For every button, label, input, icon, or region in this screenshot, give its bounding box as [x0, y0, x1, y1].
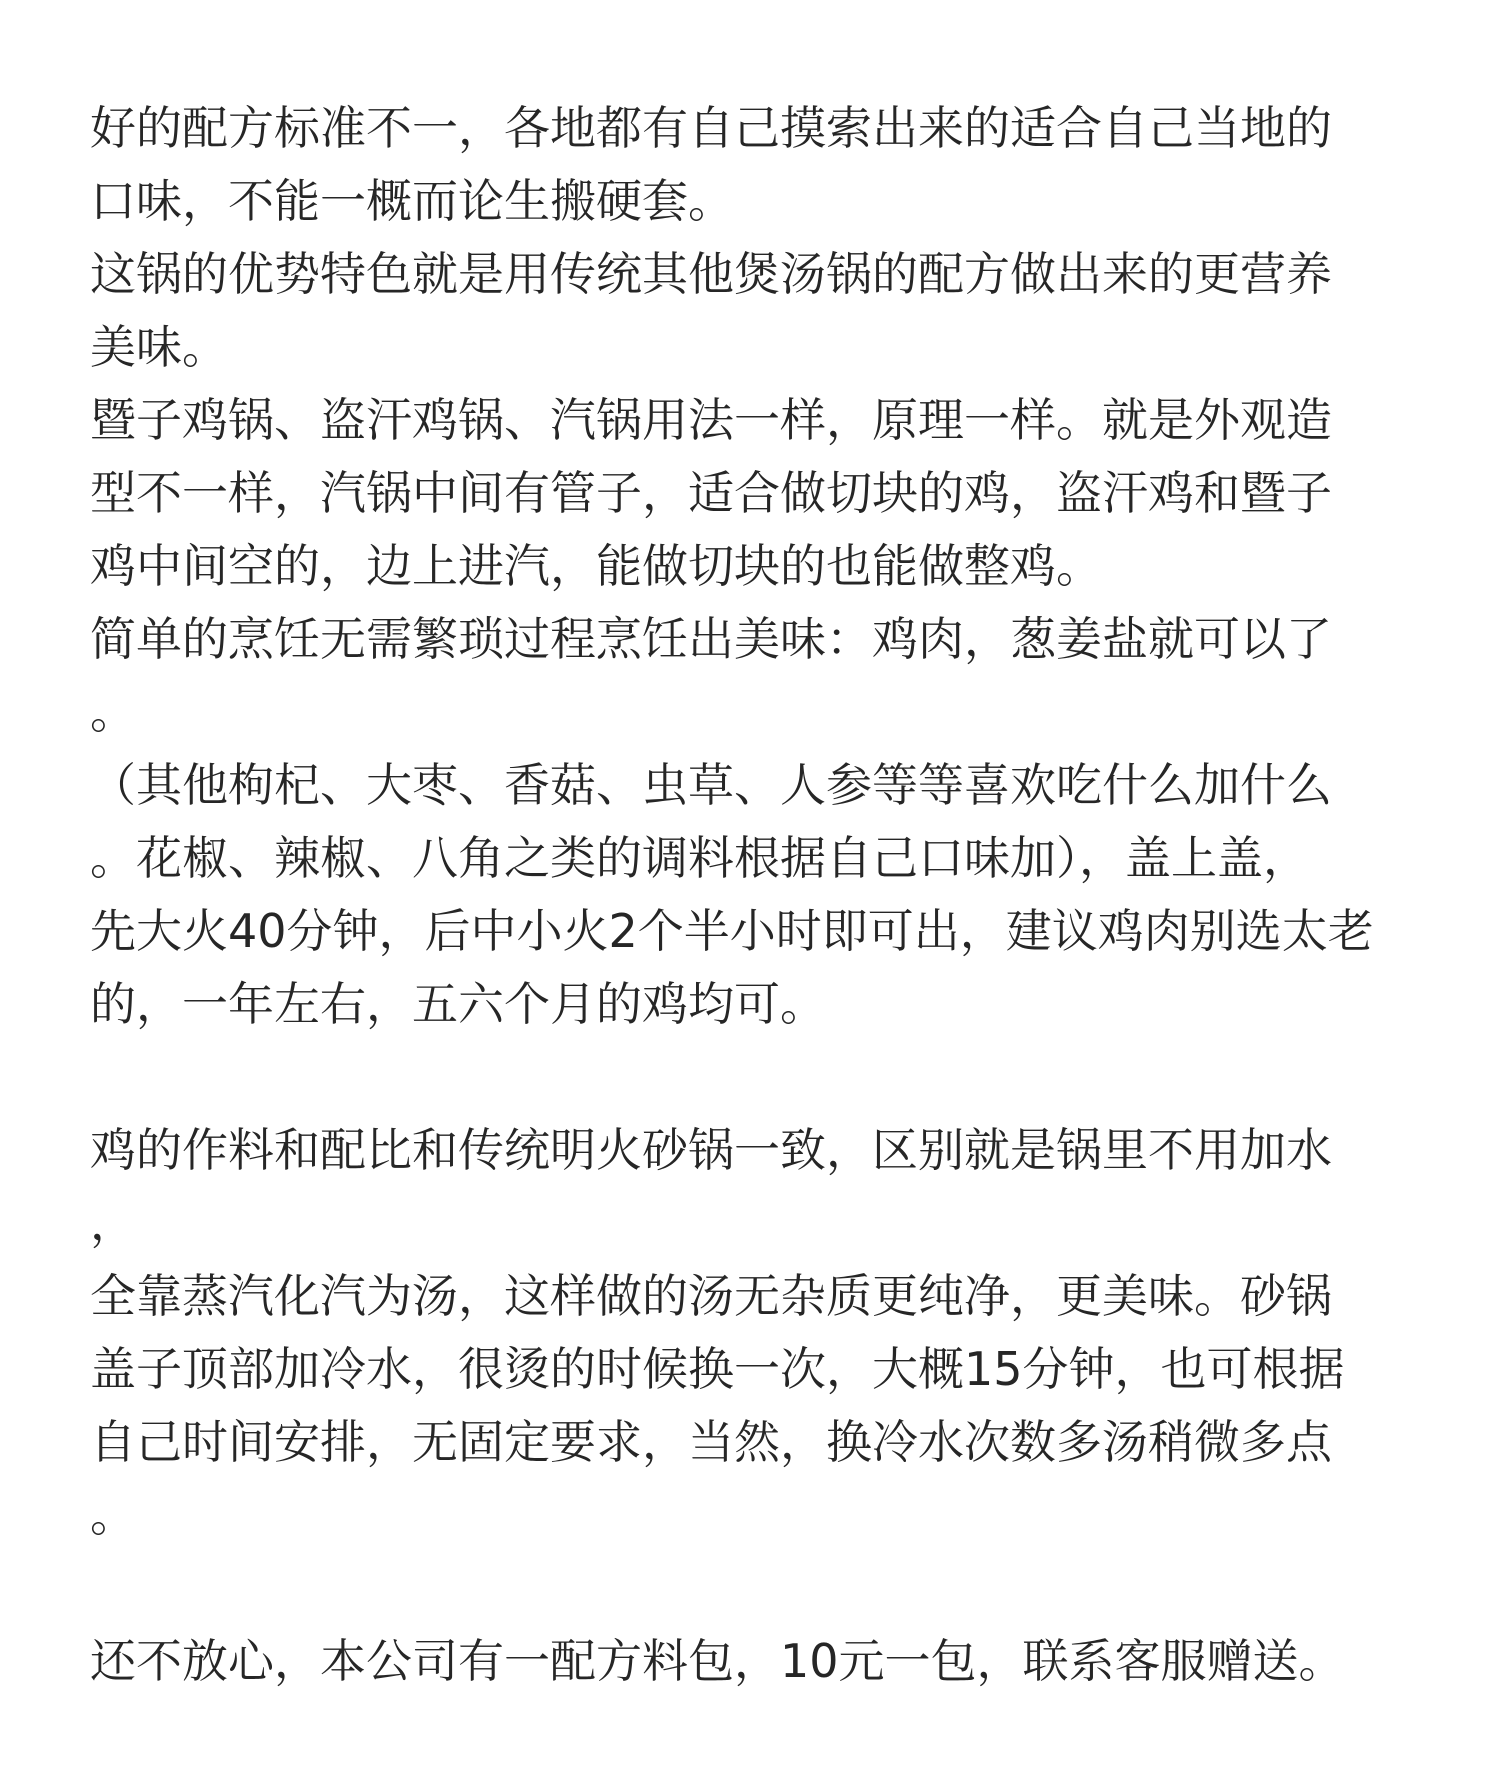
text-line: 先大火40分钟，后中小火2个半小时即可出，建议鸡肉别选太老	[90, 904, 1374, 958]
text-line: 还不放心，本公司有一配方料包，10元一包，联系客服赠送。	[90, 1634, 1345, 1688]
text-line: 暨子鸡锅、盗汗鸡锅、汽锅用法一样，原理一样。就是外观造	[90, 393, 1332, 447]
text-line: 。	[90, 685, 136, 739]
text-line: （其他枸杞、大枣、香菇、虫草、人参等等喜欢吃什么加什么	[90, 758, 1332, 812]
text-line: 全靠蒸汽化汽为汤，这样做的汤无杂质更纯净，更美味。砂锅	[90, 1269, 1332, 1323]
text-line: 。	[90, 1488, 136, 1542]
text-line: ，	[90, 1196, 136, 1250]
text-line: 这锅的优势特色就是用传统其他煲汤锅的配方做出来的更营养	[90, 247, 1332, 301]
text-line: 鸡中间空的，边上进汽，能做切块的也能做整鸡。	[90, 539, 1102, 593]
text-line: 自己时间安排，无固定要求，当然，换冷水次数多汤稍微多点	[90, 1415, 1332, 1469]
paragraph-spacer	[90, 1552, 1430, 1625]
text-line: 鸡的作料和配比和传统明火砂锅一致，区别就是锅里不用加水	[90, 1123, 1332, 1177]
text-line: 型不一样，汽锅中间有管子，适合做切块的鸡，盗汗鸡和暨子	[90, 466, 1332, 520]
text-line: 口味，不能一概而论生搬硬套。	[90, 174, 734, 228]
text-line: 盖子顶部加冷水，很烫的时候换一次，大概15分钟，也可根据	[90, 1342, 1345, 1396]
text-line: 美味。	[90, 320, 228, 374]
text-line: 好的配方标准不一，各地都有自己摸索出来的适合自己当地的	[90, 101, 1332, 155]
document-body	[90, 92, 1430, 1698]
text-line: 简单的烹饪无需繁琐过程烹饪出美味：鸡肉，葱姜盐就可以了	[90, 612, 1332, 666]
text-line: 。花椒、辣椒、八角之类的调料根据自己口味加），盖上盖，	[90, 831, 1309, 885]
paragraph-spacer	[90, 1041, 1430, 1114]
text-line: 的，一年左右，五六个月的鸡均可。	[90, 977, 826, 1031]
